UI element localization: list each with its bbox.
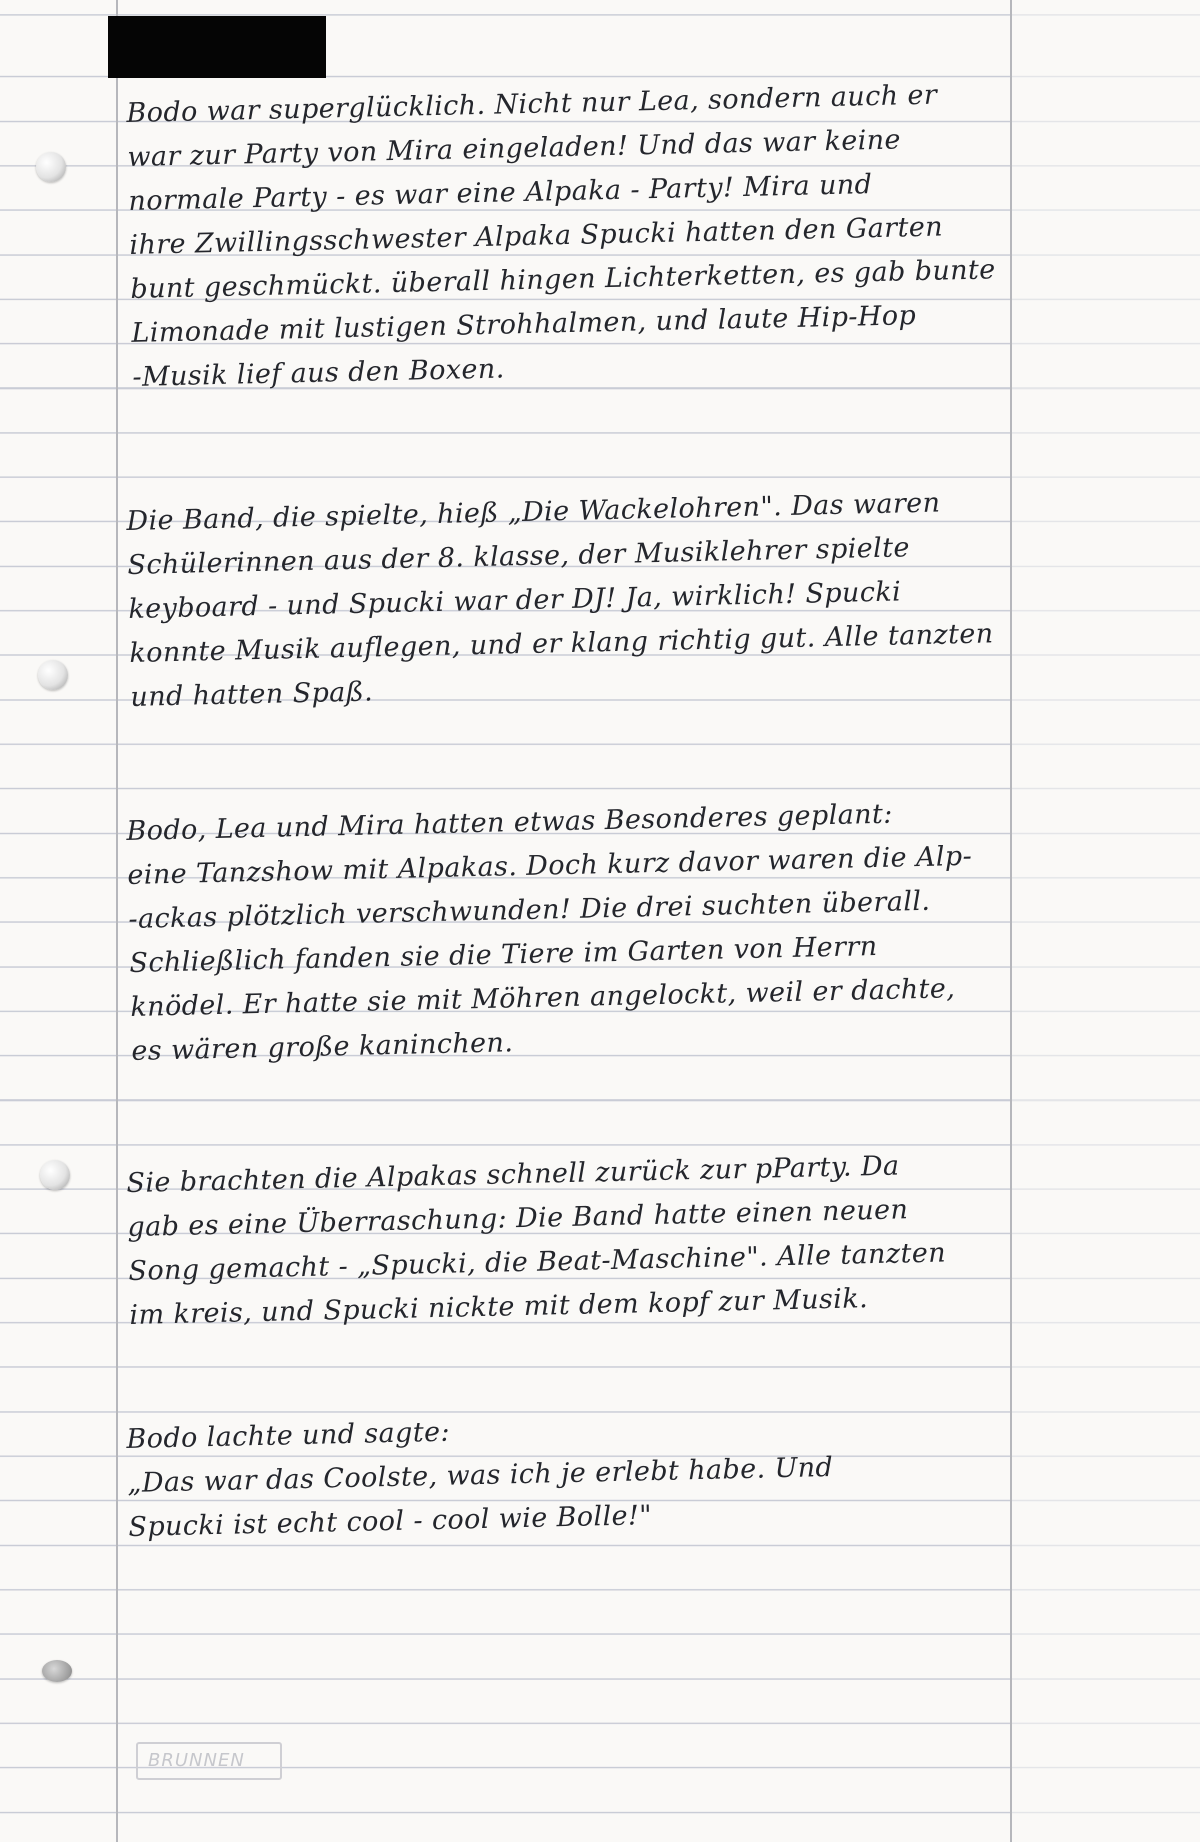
text-line: und hatten Spaß.: [130, 676, 374, 713]
text-line: eine Tanzshow mit Alpakas. Doch kurz davor waren die Alp-: [127, 840, 973, 891]
redaction-box: [108, 16, 326, 78]
right-margin-area: [1012, 0, 1200, 1842]
text-line: „Das war das Coolste, was ich je erlebt habe. Und: [127, 1451, 834, 1499]
text-line: Die Band, die spielte, hieß „Die Wackelohren". Das waren: [126, 487, 941, 537]
paragraph-4: [126, 1142, 1018, 1338]
text-line: -ackas plötzlich verschwunden! Die drei suchten überall.: [128, 885, 931, 935]
text-line: bunt geschmückt. überall hingen Lichterketten, es gab bunte: [130, 254, 996, 305]
text-line: knödel. Er hatte sie mit Möhren angelockt, weil er dachte,: [130, 973, 956, 1023]
paragraph-5: [126, 1398, 1017, 1550]
text-line: im kreis, und Spucki nickte mit dem kopf zur Musik.: [129, 1283, 869, 1331]
punch-hole: [40, 1160, 70, 1190]
text-line: Spucki ist echt cool - cool wie Bolle!": [128, 1500, 653, 1543]
text-line: Schließlich fanden sie die Tiere im Garten von Herrn: [129, 930, 878, 979]
text-line: -Musik lief aus den Boxen.: [132, 353, 505, 393]
text-line: Bodo, Lea und Mira hatten etwas Besonderes geplant:: [126, 798, 894, 847]
text-line: normale Party - es war eine Alpaka - Party! Mira und: [128, 169, 873, 217]
text-line: keyboard - und Spucki war der DJ! Ja, wirklich! Spucki: [128, 576, 902, 625]
paragraph-2: [126, 480, 1019, 720]
text-line: Sie brachten die Alpakas schnell zurück zur pParty. Da: [126, 1150, 900, 1199]
text-line: Schülerinnen aus der 8. klasse, der Musiklehrer spielte: [127, 532, 911, 581]
punch-hole: [42, 1660, 72, 1682]
punch-hole: [36, 152, 66, 182]
text-line: gab es eine Überraschung: Die Band hatte einen neuen: [127, 1194, 909, 1243]
text-line: Limonade mit lustigen Strohhalmen, und laute Hip-Hop: [131, 300, 917, 349]
text-line: Bodo lachte und sagte:: [126, 1416, 451, 1455]
text-line: war zur Party von Mira eingeladen! Und das war keine: [127, 124, 902, 173]
punch-hole: [38, 660, 68, 690]
paragraph-1: [126, 72, 1021, 400]
text-line: ihre Zwillingsschwester Alpaka Spucki hatten den Garten: [129, 211, 944, 261]
text-line: Song gemacht - „Spucki, die Beat-Maschine". Alle tanzten: [128, 1237, 947, 1287]
paragraph-3: [126, 790, 1020, 1074]
left-margin-line: [116, 0, 118, 1842]
text-line: es wären große kaninchen.: [131, 1027, 514, 1067]
brand-watermark: BRUNNEN: [136, 1742, 282, 1780]
text-line: Bodo war superglücklich. Nicht nur Lea, sondern auch er: [126, 79, 938, 129]
text-line: konnte Musik auflegen, und er klang richtig gut. Alle tanzten: [129, 618, 994, 669]
